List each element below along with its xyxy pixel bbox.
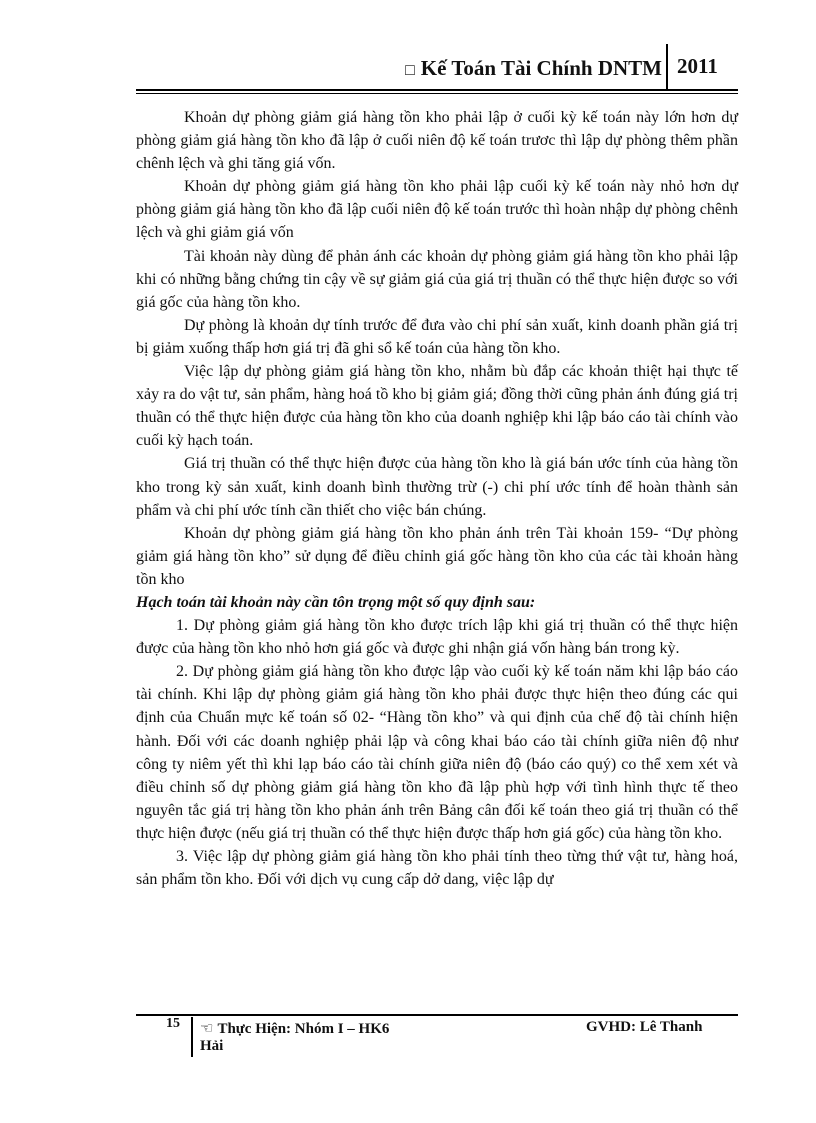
page-header (136, 44, 738, 90)
paragraph: Việc lập dự phòng giảm giá hàng tồn kho, nhằm bù đắp các khoản thiệt hại thực tế xảy ra do vật tư, sản phẩm, hàng hoá tồ kho bị giảm giá; đồng thời cũng phản ánh đúng giá trị thuần có thể thực hiện được của hàng tồn kho của doanh nghiệp khi lập báo cáo tài chính vào cuối kỳ hạch toán. (136, 363, 738, 450)
paragraph: Khoản dự phòng giảm giá hàng tồn kho phải lập cuối kỳ kế toán này nhỏ hơn dự phòng giảm giá hàng tồn kho đã lập cuối niên độ kế toán trước thì hoàn nhập dự phòng chênh lệch và ghi giảm giá vốn (136, 178, 738, 242)
section-heading: Hạch toán tài khoản này cần tôn trọng một số quy định sau: (136, 593, 536, 611)
header-year: 2011 (677, 54, 718, 78)
footer-divider (191, 1017, 193, 1057)
paragraph: Khoản dự phòng giảm giá hàng tồn kho phản ánh trên Tài khoản 159- “Dự phòng giảm giá hàng tồn kho” sử dụng để điều chỉnh giá gốc hàng tồn kho của các tài khoản hàng tồn kho (136, 524, 738, 588)
paragraph: Dự phòng là khoản dự tính trước để đưa vào chi phí sản xuất, kinh doanh phần giá trị bị giảm xuống thấp hơn giá trị đã ghi sổ kế toán của hàng tồn kho. (136, 316, 738, 357)
paragraph: Khoản dự phòng giảm giá hàng tồn kho phải lập ở cuối kỳ kế toán này lớn hơn dự phòng giảm giá hàng tồn kho đã lập ở cuối niên độ kế toán trươc thì lập dự phòng thêm phần chênh lệch và ghi tăng giá vốn. (136, 109, 738, 173)
footer-rule (136, 1014, 738, 1016)
footer-supervisor-continued: Hải (200, 1038, 224, 1054)
page-number: 15 (166, 1016, 180, 1031)
pointing-hand-icon: ☜ (200, 1021, 214, 1037)
rule-item: 3. Việc lập dự phòng giảm giá hàng tồn kho phải tính theo từng thứ vật tư, hàng hoá, sản phẩm tồn kho. Đối với dịch vụ cung cấp dở dang, việc lập dự (136, 848, 738, 889)
header-divider (666, 44, 668, 90)
paragraph: Giá trị thuần có thể thực hiện được của hàng tồn kho là giá bán ước tính của hàng tồn kho trong kỳ sản xuất, kinh doanh bình thường trừ (-) chi phí ước tính để hoàn thành sản phẩm và chi phí ước tính cần thiết cho việc bán chúng. (136, 455, 738, 519)
header-title (405, 56, 662, 81)
footer-author-text: Thực Hiện: Nhóm I – HK6 (217, 1021, 390, 1037)
footer-supervisor: GVHD: Lê Thanh (586, 1019, 703, 1035)
rule-item: 1. Dự phòng giảm giá hàng tồn kho được trích lập khi giá trị thuần có thể thực hiện được của hàng tồn kho nhỏ hơn giá gốc và được ghi nhận giá vốn hàng bán trong kỳ. (136, 617, 738, 658)
header-rule-thin (136, 93, 738, 94)
box-icon: □ (405, 62, 415, 79)
paragraph: Tài khoản này dùng để phản ánh các khoản dự phòng giảm giá hàng tồn kho phải lập khi có những bằng chứng tin cậy về sự giảm giá của giá trị thuần có thể thực hiện được so với giá gốc của hàng tồn kho. (136, 247, 738, 311)
header-title-text: Kế Toán Tài Chính DNTM (420, 56, 662, 80)
footer-author (200, 1019, 389, 1038)
rule-item: 2. Dự phòng giảm giá hàng tồn kho được lập vào cuối kỳ kế toán năm khi lập báo cáo tài chính. Khi lập dự phòng giảm giá hàng tồn kho phải được thực hiện theo đúng các qui định của Chuẩn mực kế toán số 02- “Hàng tồn kho” và qui định của chế độ tài chính hiện hành. Đối với các doanh nghiệp phải lập và công khai báo cáo tài chính giữa niên độ như công ty niêm yết thì khi lạp báo cáo tài chính giữa niên độ (báo cáo quý) co thể xem xét và điều chỉnh số dự phòng giảm giá hàng tồn kho đã lập phù hợp với tình hình thực tế theo nguyên tắc giá trị hàng tồn kho phản ánh trên Bảng cân đối kế toán theo giá trị thuần có thể thực hiện được (nếu giá trị thuần có thể thực hiện được thấp hơn giá gốc) của hàng tồn kho. (136, 663, 738, 842)
page-body (136, 106, 738, 891)
header-rule (136, 89, 738, 91)
